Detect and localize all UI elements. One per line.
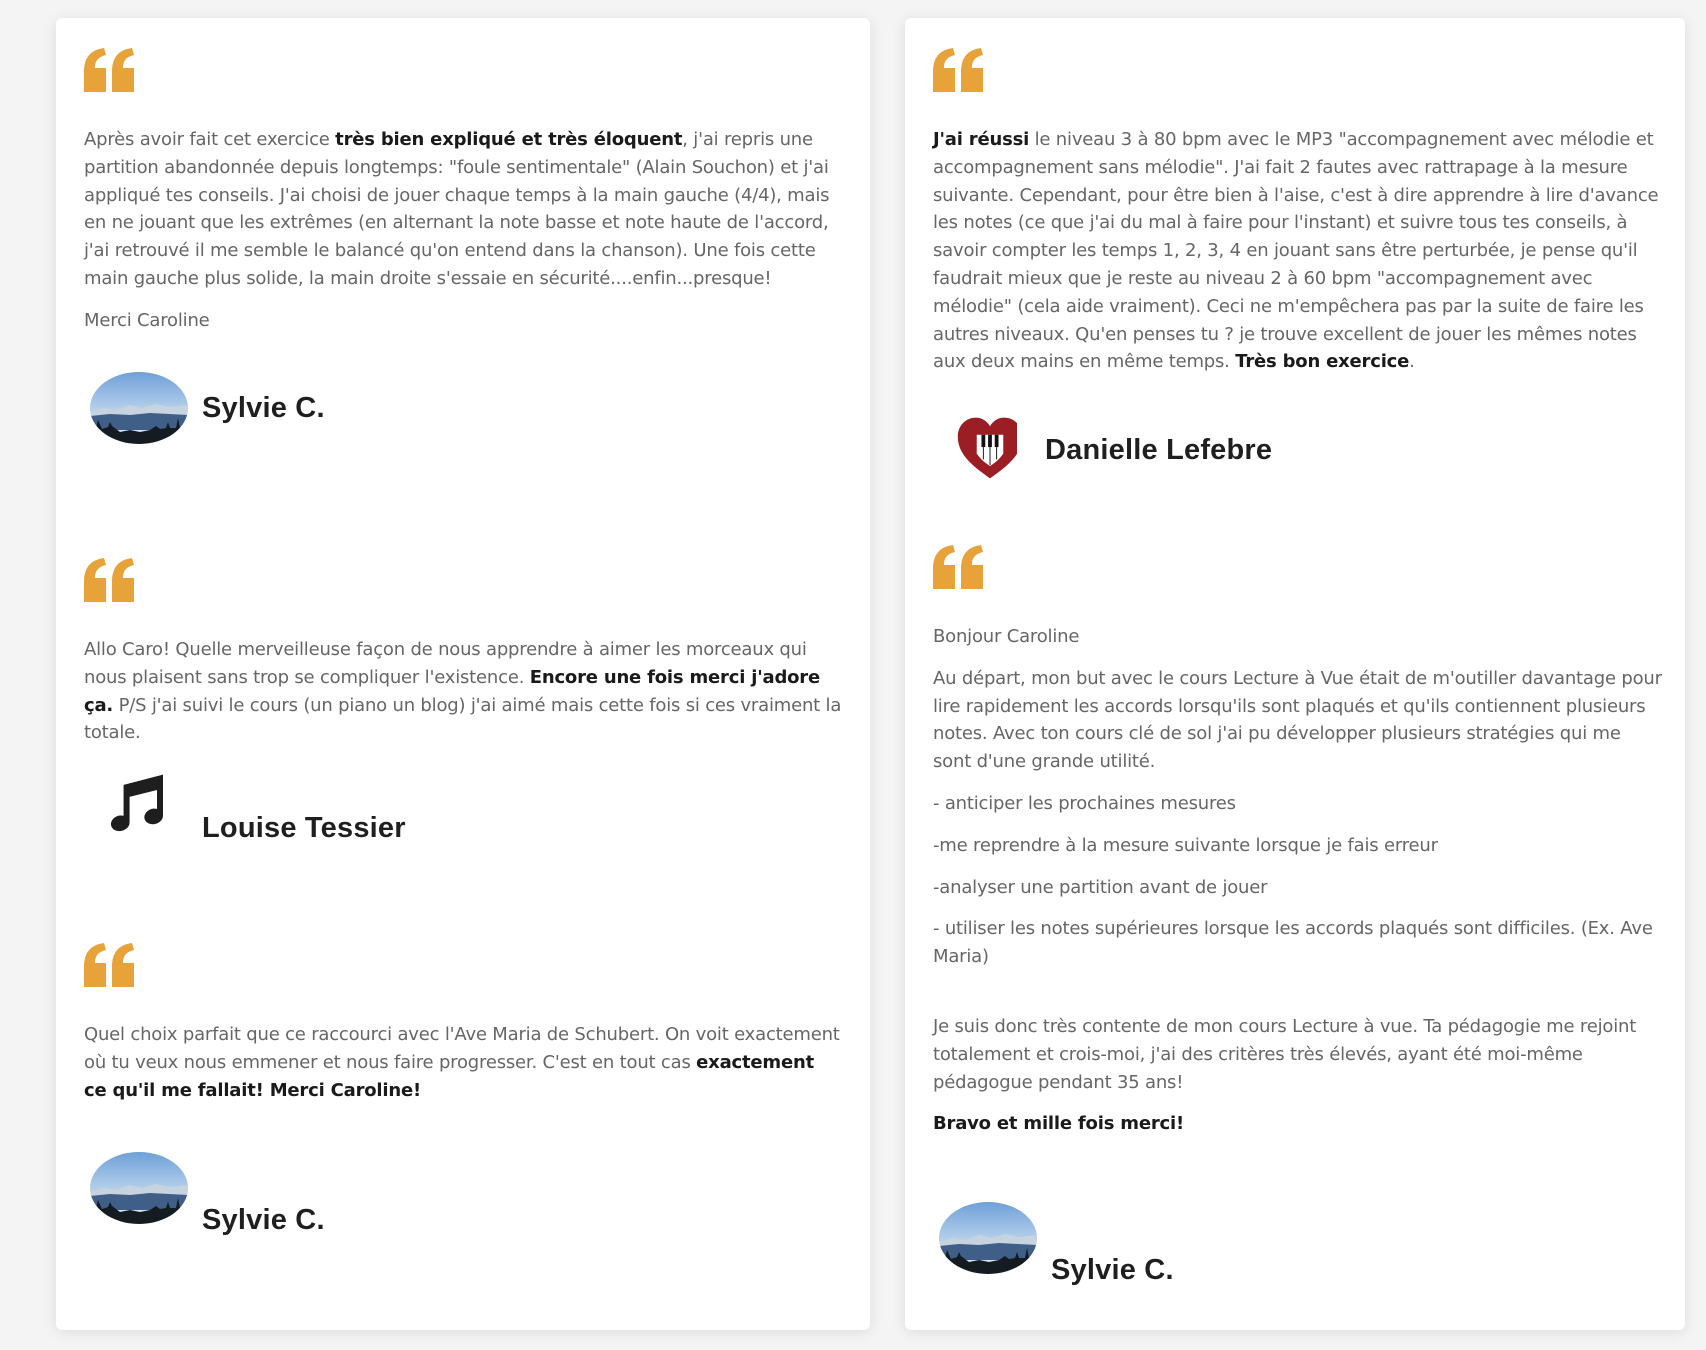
text-run: le niveau 3 à 80 bpm avec le MP3 "accompagnement avec mélodie et accompagnement sans mélodie". J'ai fait 2 fautes avec rattrapage à la mesure suivante. Cependant, pour être bien à l'aise, c'est à dire apprendre à lire d'avance les notes (ce que j'ai du mal à faire pour l'instant) et suivre tous tes conseils, à savoir compter les temps 1, 2, 3, 4 en jouant sans être perturbée, je pense qu'il faudrait mieux que je reste au niveau 2 à 60 bpm "accompagnement avec mélodie" (cela aide vraiment). Ceci ne m'empêchera pas par la suite de faire les autres niveaux. Qu'en penses tu ? je trouve excellent de jouer les mêmes notes aux deux mains en même temps.	[933, 129, 1659, 373]
emphasis-text: Bravo et mille fois merci!	[933, 1113, 1184, 1135]
testimonial-text	[933, 623, 1663, 1138]
text-run: Merci Caroline	[84, 309, 210, 331]
testimonial-text	[933, 126, 1663, 376]
quote-icon	[933, 48, 985, 92]
music-note-icon	[90, 766, 174, 850]
testimonial-paragraph	[933, 915, 1663, 971]
landscape-avatar-icon	[90, 372, 188, 444]
testimonial	[84, 943, 842, 1118]
testimonial-author	[941, 412, 1272, 488]
text-run: - anticiper les prochaines mesures	[933, 792, 1236, 814]
text-run: Bonjour Caroline	[933, 626, 1080, 647]
text-run: - utiliser les notes supérieures lorsque les accords plaqués sont difficiles. (Ex. Ave Maria)	[933, 918, 1653, 968]
author-name: Sylvie C.	[202, 391, 325, 424]
landscape-avatar-icon	[939, 1202, 1037, 1274]
emphasis-text: Très bon exercice	[1235, 351, 1410, 373]
emphasis-text: très bien expliqué et très éloquent	[335, 129, 683, 150]
testimonial-paragraph	[933, 1110, 1663, 1138]
testimonial-paragraph	[933, 1013, 1663, 1096]
testimonial	[933, 545, 1663, 1152]
testimonial-text	[84, 636, 842, 747]
testimonial-paragraph	[933, 832, 1663, 860]
testimonial-paragraph	[933, 874, 1663, 902]
testimonial	[84, 558, 842, 761]
testimonial-paragraph	[933, 623, 1663, 651]
author-name: Sylvie C.	[202, 1204, 325, 1236]
testimonial-text	[84, 1021, 842, 1104]
text-run: -analyser une partition avant de jouer	[933, 876, 1268, 898]
text-run: P/S j'ai suivi le cours (un piano un blog) j'ai aimé mais cette fois si ces vraiment la totale.	[84, 694, 842, 744]
piano-heart-icon	[941, 412, 1017, 488]
text-run: .	[1409, 351, 1415, 373]
testimonial-paragraph	[84, 1021, 842, 1104]
testimonial-paragraph	[933, 790, 1663, 818]
testimonials-column-right	[905, 18, 1685, 1330]
text-run: Allo Caro! Quelle merveilleuse façon de nous apprendre à aimer les morceaux qui nous plaisent sans trop se compliquer l'existence.	[84, 639, 807, 688]
testimonials-column-left	[56, 18, 870, 1330]
testimonial-author	[90, 372, 325, 444]
text-run: Après avoir fait cet exercice	[84, 129, 336, 150]
emphasis-text: Encore une fois merci j'adore ça.	[84, 666, 820, 716]
emphasis-text: exactement ce qu'il me fallait! Merci Caroline!	[84, 1051, 814, 1101]
testimonial-author	[90, 1138, 325, 1237]
text-run: , j'ai repris une partition abandonnée depuis longtemps: "foule sentimentale" (Alain Souchon) et j'ai appliqué tes conseils. J'ai choisi de jouer chaque temps à la main gauche (4/4), mais en ne jouant que les extrêmes (en alternant la note basse et note haute de l'accord, j'ai retrouvé il me semble le balancé qu'on entend dans la chanson). Une fois cette main gauche plus solide, la main droite s'essaie en sécurité....enfin...presque!	[84, 129, 830, 289]
paragraph-spacer	[933, 985, 1663, 1013]
testimonial-paragraph	[933, 665, 1663, 776]
author-name: Sylvie C.	[1051, 1254, 1174, 1286]
testimonial-paragraph	[84, 636, 842, 747]
quote-icon	[933, 545, 985, 589]
text-run: Je suis donc très contente de mon cours Lecture à vue. Ta pédagogie me rejoint totalement et crois-moi, j'ai des critères très élevés, ayant été moi-même pédagogue pendant 35 ans!	[933, 1015, 1637, 1093]
quote-icon	[84, 558, 136, 602]
text-run: -me reprendre à la mesure suivante lorsque je fais erreur	[933, 834, 1438, 856]
emphasis-text: J'ai réussi	[933, 129, 1030, 150]
testimonial-text	[84, 126, 842, 335]
testimonial-paragraph	[84, 307, 842, 335]
testimonial-author	[90, 766, 406, 850]
landscape-avatar-icon	[90, 1152, 188, 1224]
testimonial	[933, 48, 1663, 390]
testimonial-paragraph	[933, 126, 1663, 376]
quote-icon	[84, 943, 136, 987]
testimonial	[84, 48, 842, 349]
text-run: Quel choix parfait que ce raccourci avec l'Ave Maria de Schubert. On voit exactement où tu veux nous emmener et nous faire progresser. C'est en tout cas	[84, 1024, 840, 1073]
author-name: Louise Tessier	[202, 811, 406, 844]
testimonial-author	[939, 1188, 1174, 1287]
text-run: Au départ, mon but avec le cours Lecture à Vue était de m'outiller davantage pour lire rapidement les accords lorsqu'ils sont plaqués et qu'ils contiennent plusieurs notes. Avec ton cours clé de sol j'ai pu développer plusieurs stratégies qui me sont d'une grande utilité.	[933, 667, 1662, 773]
author-name: Danielle Lefebre	[1045, 433, 1273, 466]
testimonial-paragraph	[84, 126, 842, 293]
quote-icon	[84, 48, 136, 92]
